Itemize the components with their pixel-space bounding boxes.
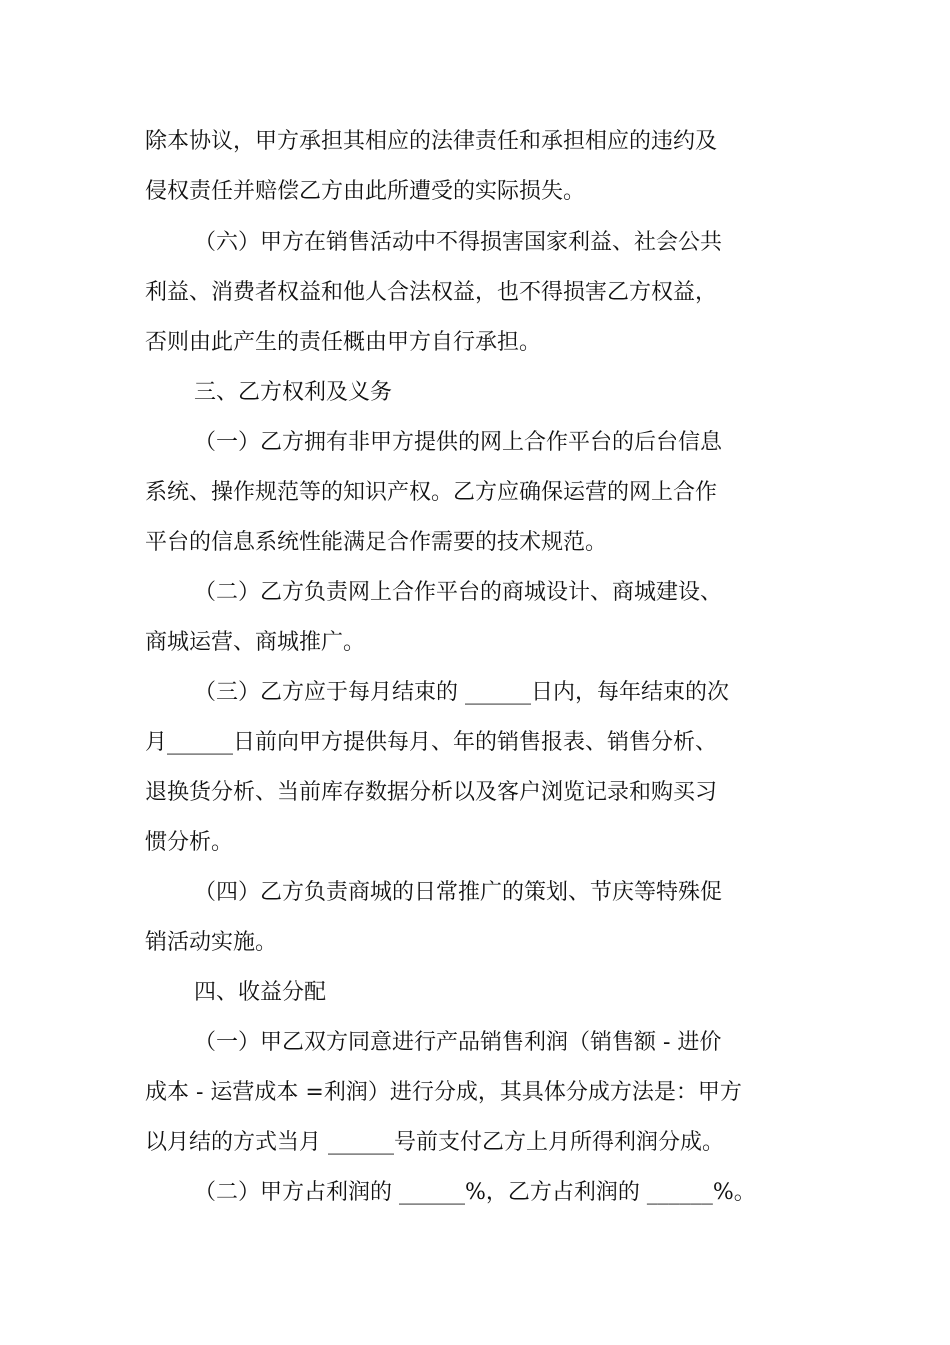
text-line: （三）乙方应于每月结束的 ______日内，每年结束的次 [194, 680, 729, 705]
text-line: （一）乙方拥有非甲方提供的网上合作平台的后台信息 [194, 430, 723, 455]
text-line: 惯分析。 [145, 830, 234, 855]
section-heading: 三、乙方权利及义务 [194, 380, 393, 405]
text-line: 销活动实施。 [145, 930, 278, 955]
section-heading: 四、收益分配 [194, 980, 327, 1005]
text-line: 成本 - 运营成本 =利润）进行分成，其具体分成方法是：甲方 [145, 1080, 742, 1105]
text-line: （四）乙方负责商城的日常推广的策划、节庆等特殊促 [194, 880, 723, 905]
text-line: （六）甲方在销售活动中不得损害国家利益、社会公共 [194, 230, 723, 255]
text-line: 否则由此产生的责任概由甲方自行承担。 [145, 330, 542, 355]
text-line: 月______日前向甲方提供每月、年的销售报表、销售分析、 [145, 730, 718, 755]
text-line: 退换货分析、当前库存数据分析以及客户浏览记录和购买习 [145, 780, 718, 805]
text-line: 系统、操作规范等的知识产权。乙方应确保运营的网上合作 [145, 480, 718, 505]
text-line: （二）甲方占利润的 ______%，乙方占利润的 ______%。 [194, 1180, 756, 1205]
text-line: 侵权责任并赔偿乙方由此所遭受的实际损失。 [145, 179, 586, 204]
text-line: 平台的信息系统性能满足合作需要的技术规范。 [145, 530, 608, 555]
text-line: （二）乙方负责网上合作平台的商城设计、商城建设、 [194, 580, 723, 605]
text-line: 以月结的方式当月 ______号前支付乙方上月所得利润分成。 [145, 1130, 724, 1155]
text-line: 除本协议，甲方承担其相应的法律责任和承担相应的违约及 [145, 129, 718, 154]
text-line: 商城运营、商城推广。 [145, 630, 366, 655]
text-line: 利益、消费者权益和他人合法权益，也不得损害乙方权益， [145, 280, 718, 305]
text-line: （一）甲乙双方同意进行产品销售利润（销售额 - 进价 [194, 1030, 722, 1055]
